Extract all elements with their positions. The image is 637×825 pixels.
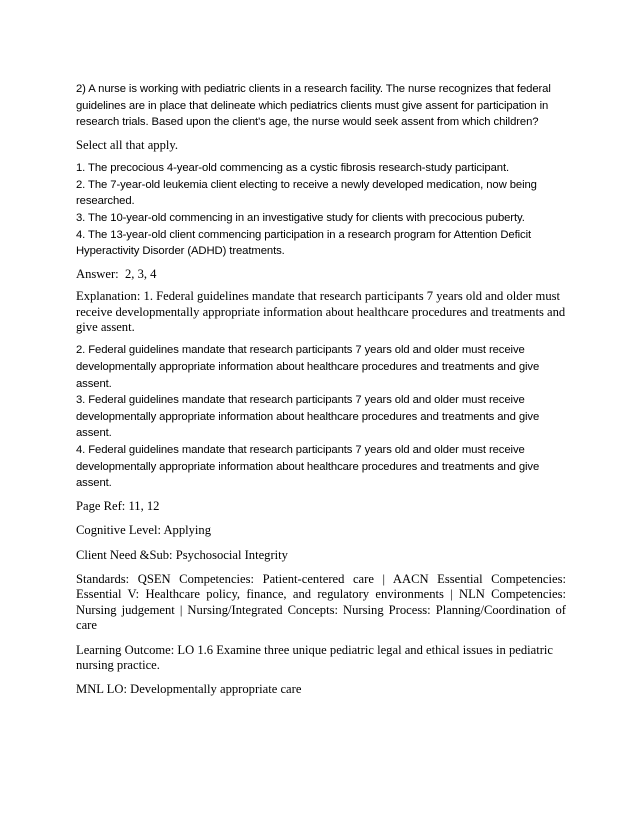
option-item: 2. The 7-year-old leukemia client electing to receive a newly developed medication, now being researched. [76, 178, 537, 208]
explanation-item: 2. Federal guidelines mandate that research participants 7 years old and older must receive developmentally appropriate information about healthcare procedures and treatments and give assent. [76, 344, 540, 390]
answer-value: 2, 3, 4 [124, 266, 157, 281]
learning-outcome: Learning Outcome: LO 1.6 Examine three unique pediatric legal and ethical issues in pediatric nursing practice. [76, 642, 553, 672]
question-stem [76, 81, 566, 131]
cognitive-level: Cognitive Level: Applying [76, 523, 212, 538]
document-page [76, 81, 566, 698]
option-item: 3. The 10-year-old commencing in an investigative study for clients with precocious puberty. [76, 211, 525, 224]
explanation-list [76, 342, 566, 491]
question-text: A nurse is working with pediatric clients in a research facility. The nurse recognizes that federal guidelines are in place that delineate which pediatrics clients must give assent for participation in research trials. Based upon the client's age, the nurse would seek assent from which children? [76, 83, 551, 129]
page-ref: Page Ref: 11, 12 [76, 498, 160, 513]
explanation-first [76, 289, 566, 335]
mnl-lo: MNL LO: Developmentally appropriate care [76, 682, 302, 697]
option-item: 4. The 13-year-old client commencing participation in a research program for Attention Deficit Hyperactivity Disorder (ADHD) treatments. [76, 228, 532, 258]
explanation-item: 4. Federal guidelines mandate that research participants 7 years old and older must receive developmentally appropriate information about healthcare procedures and treatments and give assent. [76, 443, 540, 490]
explanation-item: 3. Federal guidelines mandate that research participants 7 years old and older must receive developmentally appropriate information about healthcare procedures and treatments and give assent. [76, 394, 540, 440]
option-list [76, 160, 566, 260]
answer-label: Answer: [76, 266, 119, 281]
standards: Standards: QSEN Competencies: Patient-centered care | AACN Essential Competencies: Essential V: Healthcare policy, finance, and regulatory environments | NLN Competencies: Nursing judgement | Nursing/Integrated Concepts: Nursing Process: Planning/Coordination of care [76, 571, 566, 633]
explanation-label: Explanation: [76, 289, 141, 304]
answer-line [76, 267, 566, 282]
question-number: 2) [76, 83, 86, 95]
option-item: 1. The precocious 4-year-old commencing as a cystic fibrosis research-study participant. [76, 162, 510, 175]
client-need: Client Need &Sub: Psychosocial Integrity [76, 547, 288, 562]
explanation-text: 1. Federal guidelines mandate that research participants 7 years old and older must receive developmentally appropriate information about healthcare procedures and treatments and give assent. [76, 289, 566, 334]
question-instruction: Select all that apply. [76, 137, 178, 152]
